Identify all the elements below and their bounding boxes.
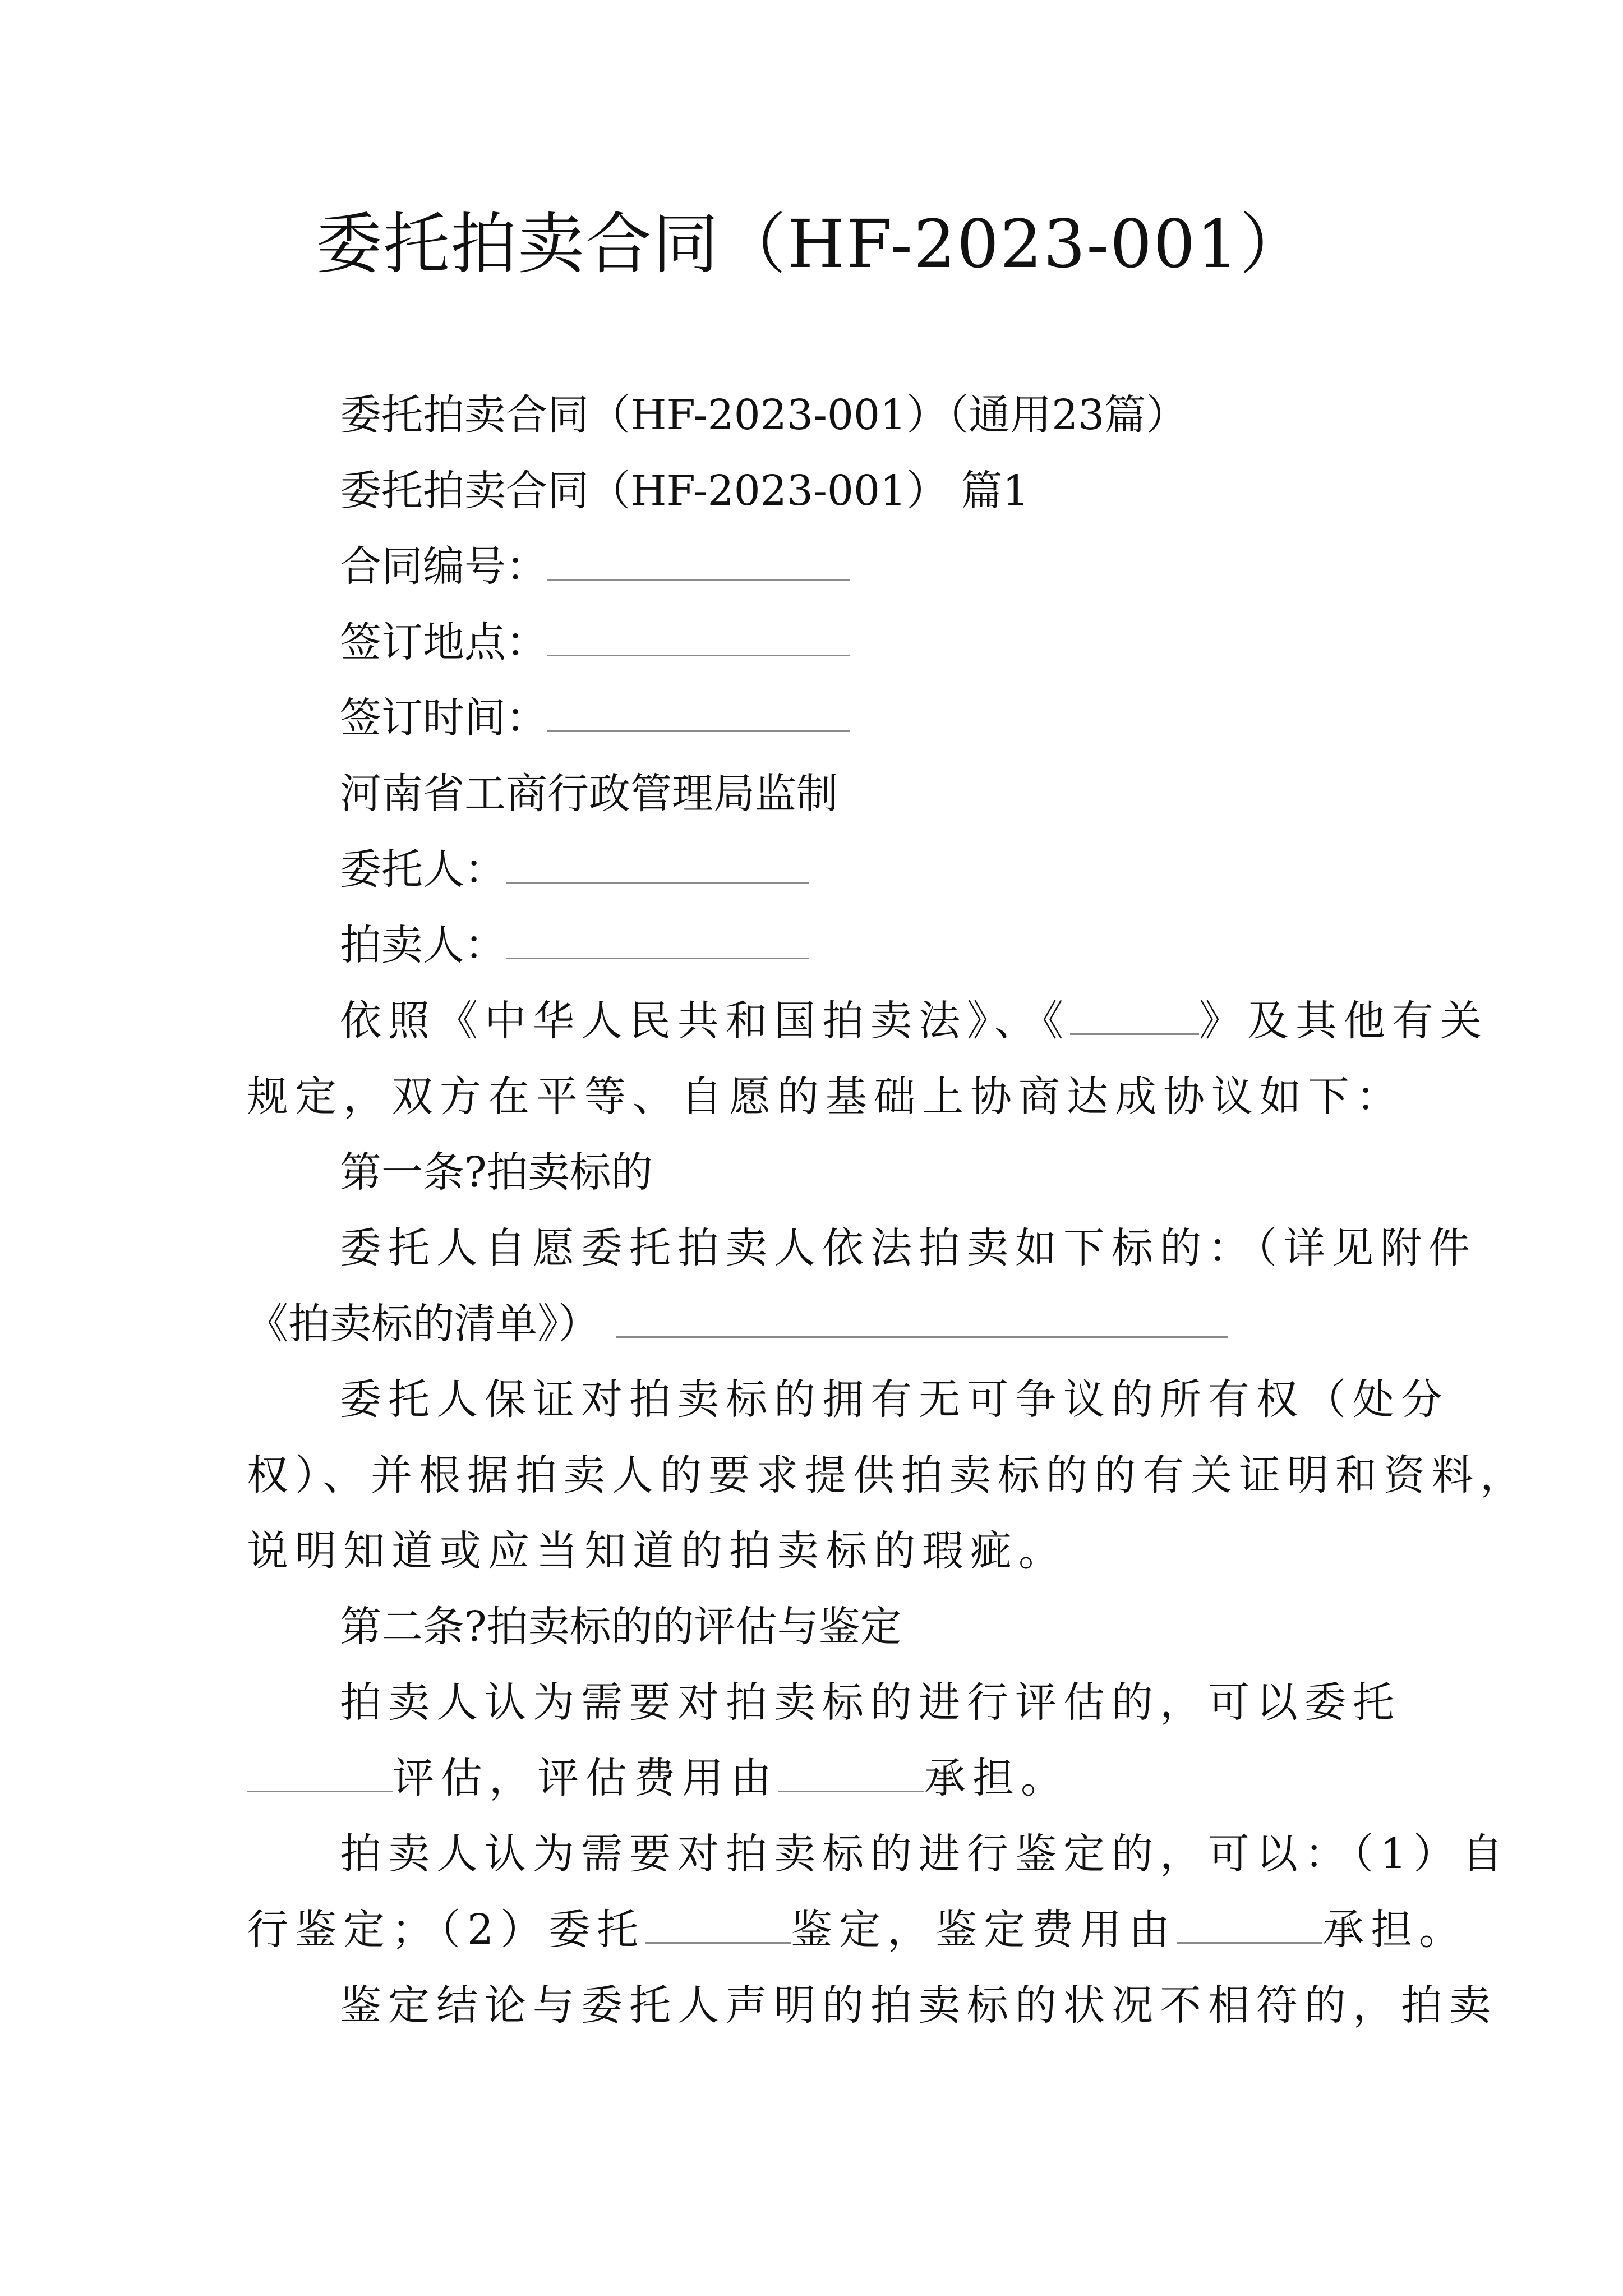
consignor-label: 委托人：	[340, 845, 506, 894]
article1-p1-text: 《拍卖标的清单》）	[247, 1300, 600, 1348]
article1-p2-line3: 说明知道或应当知道的拍卖标的瑕疵。	[247, 1527, 1067, 1575]
law-name-blank	[1070, 999, 1199, 1035]
appraiser-blank	[247, 1756, 393, 1792]
appraisal-fee-payer-blank	[778, 1756, 924, 1792]
contract-no-line	[340, 539, 850, 595]
article2-p1-line1: 拍卖人认为需要对拍卖标的进行评估的，可以委托	[340, 1678, 1401, 1727]
consignor-blank	[506, 847, 809, 884]
sign-time-label: 签订时间：	[340, 694, 547, 742]
document-title: 委托拍卖合同（HF-2023-001）	[316, 205, 1307, 283]
article2-p1-text-b: 承担。	[924, 1754, 1069, 1802]
consignor-line	[340, 841, 809, 898]
article2-p2-text-c: 承担。	[1322, 1906, 1468, 1954]
preamble-text-b: 》及其他有关	[1199, 997, 1488, 1045]
examination-fee-payer-blank	[1177, 1907, 1322, 1944]
article2-p2-line2	[247, 1902, 1467, 1958]
preamble-line-2: 规定，双方在平等、自愿的基础上协商达成协议如下：	[247, 1073, 1404, 1121]
preamble-text-a: 依照《中华人民共和国拍卖法》、《	[340, 997, 1070, 1045]
article2-p2-text-a: 行鉴定；（2）委托	[247, 1906, 645, 1954]
article1-heading: 第一条?拍卖标的	[340, 1148, 653, 1197]
sign-place-label: 签订地点：	[340, 618, 547, 666]
article1-p1-line2	[247, 1296, 1228, 1352]
item-list-blank	[616, 1301, 1228, 1338]
sign-time-blank	[547, 696, 850, 732]
sign-place-line	[340, 614, 850, 670]
contract-no-blank	[547, 544, 850, 581]
sign-place-blank	[547, 620, 850, 656]
contract-no-label: 合同编号：	[340, 542, 547, 591]
article1-p2-line1: 委托人保证对拍卖标的拥有无可争议的所有权（处分	[340, 1375, 1449, 1424]
examiner-blank	[645, 1907, 791, 1944]
auctioneer-line	[340, 917, 809, 973]
article2-p1-line2	[247, 1750, 1069, 1806]
article2-p2-text-b: 鉴定，鉴定费用由	[791, 1906, 1177, 1954]
auctioneer-label: 拍卖人：	[340, 921, 506, 969]
document-subtitle: 委托拍卖合同（HF-2023-001）（通用23篇）	[340, 391, 1188, 439]
supervisor-line: 河南省工商行政管理局监制	[340, 770, 838, 818]
part-heading: 委托拍卖合同（HF-2023-001） 篇1	[340, 467, 1029, 515]
article2-p1-text-a: 评估，评估费用由	[393, 1754, 778, 1802]
auctioneer-blank	[506, 923, 809, 959]
article2-p3-line1: 鉴定结论与委托人声明的拍卖标的状况不相符的，拍卖	[340, 1981, 1497, 2030]
article2-p2-line1: 拍卖人认为需要对拍卖标的进行鉴定的，可以：（1）自	[340, 1830, 1510, 1878]
article1-p2-line2: 权）、并根据拍卖人的要求提供拍卖标的的有关证明和资料，	[247, 1451, 1528, 1499]
preamble-line-1	[340, 993, 1488, 1049]
article2-heading: 第二条?拍卖标的的评估与鉴定	[340, 1603, 902, 1651]
sign-time-line	[340, 690, 850, 746]
article1-p1-line1: 委托人自愿委托拍卖人依法拍卖如下标的：（详见附件	[340, 1224, 1477, 1272]
